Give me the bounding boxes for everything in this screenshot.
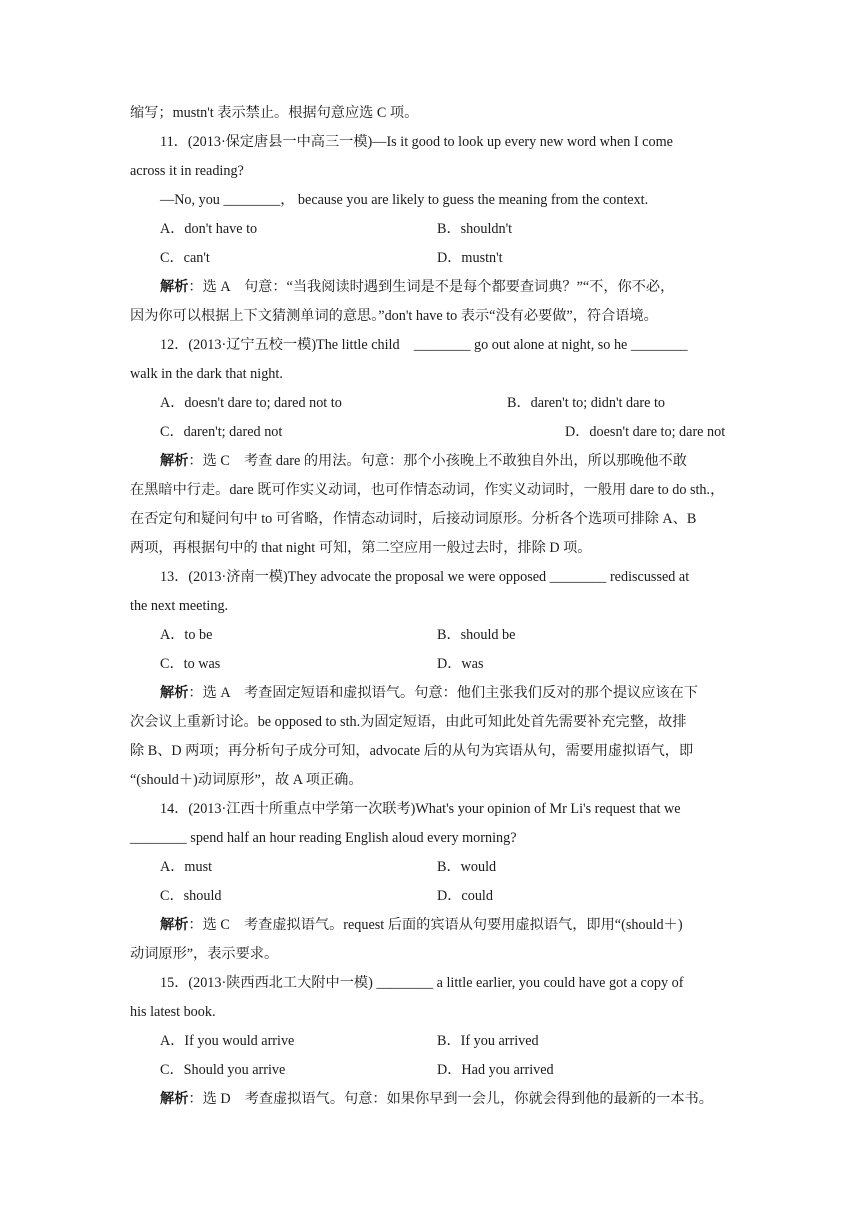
analysis-text: ：选 A 考查固定短语和虚拟语气。句意：他们主张我们反对的那个提议应该在下 bbox=[188, 685, 698, 701]
document-page bbox=[130, 103, 732, 1118]
option-d: D．mustn't bbox=[437, 250, 503, 266]
analysis-text: “(should＋)动词原形”，故 A 项正确。 bbox=[130, 772, 363, 788]
question-11 bbox=[130, 132, 732, 335]
question-stem: his latest book. bbox=[130, 1004, 216, 1020]
options-row bbox=[130, 1031, 732, 1060]
analysis-text: 次会议上重新讨论。be opposed to sth.为固定短语，由此可知此处首先需要补充完整，故排 bbox=[130, 714, 687, 730]
analysis-text: 因为你可以根据上下文猜测单词的意思。”don't have to 表示“没有必要做”，符合语境。 bbox=[130, 308, 658, 324]
options-row bbox=[130, 654, 732, 683]
option-c: C．can't bbox=[160, 250, 210, 266]
option-c: C．should bbox=[160, 888, 222, 904]
option-c: C．Should you arrive bbox=[160, 1062, 286, 1078]
analysis-text: ：选 D 考查虚拟语气。句意：如果你早到一会儿，你就会得到他的最新的一本书。 bbox=[188, 1091, 713, 1107]
analysis-text: 动词原形”，表示要求。 bbox=[130, 946, 279, 962]
question-15 bbox=[130, 973, 732, 1118]
option-d: D．doesn't dare to; dare not bbox=[565, 424, 726, 440]
option-b: B．shouldn't bbox=[437, 221, 513, 237]
option-d: D．Had you arrived bbox=[437, 1062, 554, 1078]
analysis-text: 在黑暗中行走。dare 既可作实义动词，也可作情态动词，作实义动词时，一般用 dare to do sth.， bbox=[130, 482, 725, 498]
option-c: C．to was bbox=[160, 656, 221, 672]
question-stem: the next meeting. bbox=[130, 598, 229, 614]
option-c: C．daren't; dared not bbox=[160, 424, 283, 440]
analysis-label: 解析 bbox=[160, 279, 189, 295]
option-a: A．must bbox=[160, 859, 213, 875]
analysis bbox=[130, 451, 732, 480]
question-stem: 15．(2013·陕西西北工大附中一模) ________ a little earlier, you could have got a copy of bbox=[160, 975, 684, 991]
options-row bbox=[130, 393, 732, 422]
analysis-label: 解析 bbox=[160, 1091, 189, 1107]
option-b: B．If you arrived bbox=[437, 1033, 539, 1049]
question-stem: walk in the dark that night. bbox=[130, 366, 283, 382]
analysis-text: 两项，再根据句中的 that night 可知，第二空应用一般过去时，排除 D 项。 bbox=[130, 540, 592, 556]
option-a: A．to be bbox=[160, 627, 213, 643]
question-12 bbox=[130, 335, 732, 567]
question-stem: 14．(2013·江西十所重点中学第一次联考)What's your opinion of Mr Li's request that we bbox=[160, 801, 681, 817]
question-stem: 12．(2013·辽宁五校一模)The little child ________ go out alone at night, so he ________ bbox=[160, 337, 688, 353]
options-row bbox=[130, 1060, 732, 1089]
question-13 bbox=[130, 567, 732, 799]
question-stem: across it in reading? bbox=[130, 163, 244, 179]
analysis bbox=[130, 915, 732, 944]
analysis-text: ：选 A 句意：“当我阅读时遇到生词是不是每个都要查词典？”“不，你不必， bbox=[188, 279, 675, 295]
analysis-text: 除 B、D 两项；再分析句子成分可知，advocate 后的从句为宾语从句，需要用虚拟语气，即 bbox=[130, 743, 694, 759]
analysis-text: ：选 C 考查虚拟语气。request 后面的宾语从句要用虚拟语气，即用“(should＋) bbox=[188, 917, 683, 933]
analysis bbox=[130, 683, 732, 712]
question-stem: ________ spend half an hour reading English aloud every morning? bbox=[130, 830, 517, 846]
options-row bbox=[130, 219, 732, 248]
option-d: D．could bbox=[437, 888, 493, 904]
question-stem: —No, you ________， because you are likely to guess the meaning from the context. bbox=[160, 192, 649, 208]
analysis-label: 解析 bbox=[160, 685, 189, 701]
options-row bbox=[130, 422, 732, 451]
question-14 bbox=[130, 799, 732, 973]
options-row bbox=[130, 248, 732, 277]
option-b: B．should be bbox=[437, 627, 516, 643]
analysis-label: 解析 bbox=[160, 453, 189, 469]
question-stem: 13．(2013·济南一模)They advocate the proposal we were opposed ________ rediscussed at bbox=[160, 569, 690, 585]
options-row bbox=[130, 886, 732, 915]
analysis-text: 在否定句和疑问句中 to 可省略，作情态动词时，后接动词原形。分析各个选项可排除 A、B bbox=[130, 511, 697, 527]
intro-line: 缩写；mustn't 表示禁止。根据句意应选 C 项。 bbox=[130, 105, 419, 121]
analysis bbox=[130, 277, 732, 306]
question-stem: 11．(2013·保定唐县一中高三一模)—Is it good to look up every new word when I come bbox=[160, 134, 673, 150]
option-a: A．If you would arrive bbox=[160, 1033, 295, 1049]
option-b: B．would bbox=[437, 859, 497, 875]
option-a: A．doesn't dare to; dared not to bbox=[160, 395, 342, 411]
option-d: D．was bbox=[437, 656, 484, 672]
analysis-label: 解析 bbox=[160, 917, 189, 933]
analysis bbox=[130, 1089, 732, 1118]
option-a: A．don't have to bbox=[160, 221, 258, 237]
option-b: B．daren't to; didn't dare to bbox=[507, 395, 665, 411]
options-row bbox=[130, 625, 732, 654]
options-row bbox=[130, 857, 732, 886]
analysis-text: ：选 C 考查 dare 的用法。句意：那个小孩晚上不敢独自外出，所以那晚他不敢 bbox=[188, 453, 687, 469]
